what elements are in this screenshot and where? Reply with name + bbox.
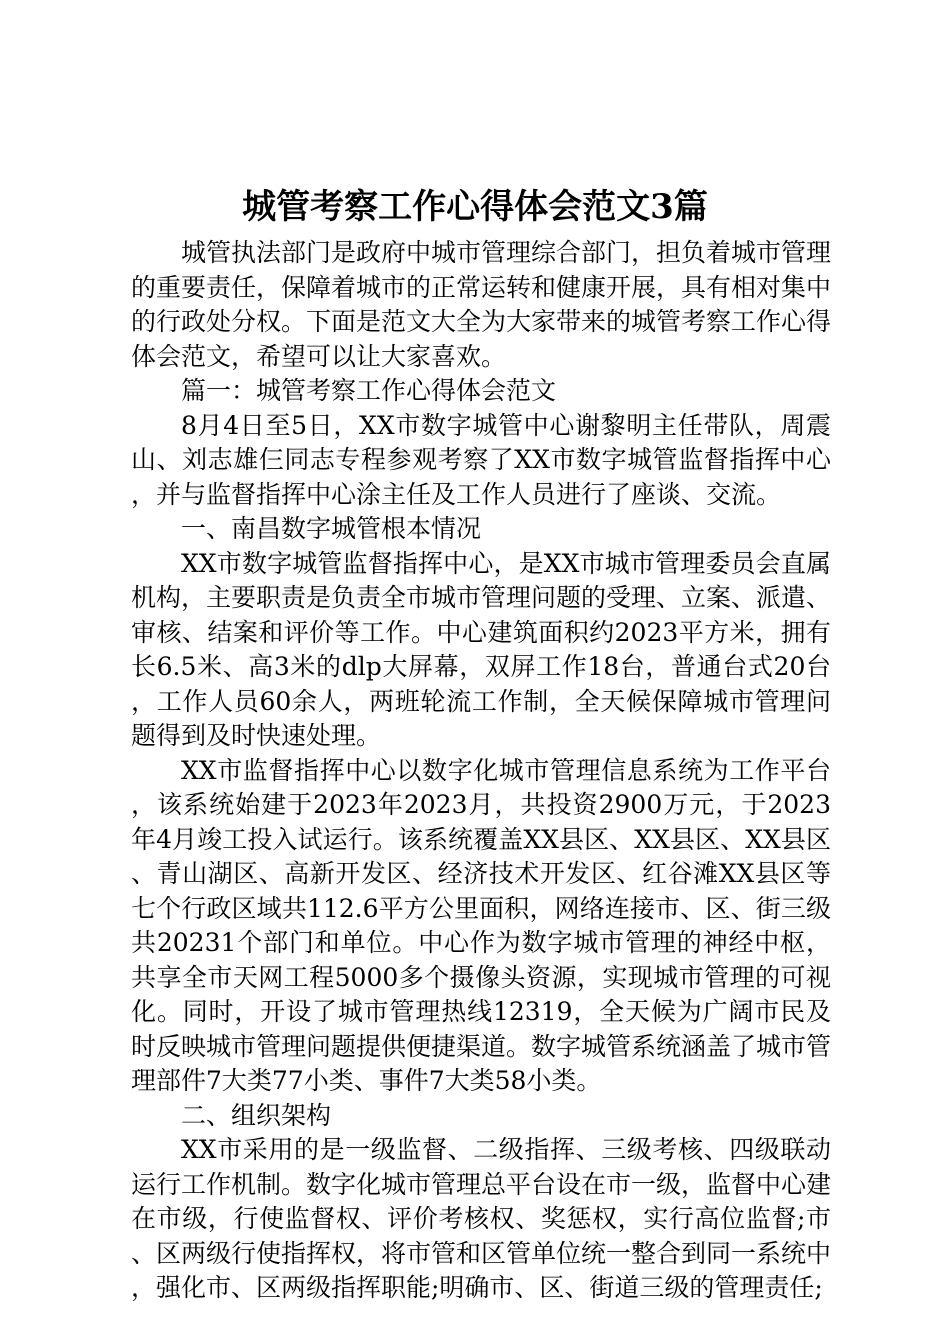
section-heading-basic-info: 一、南昌数字城管根本情况 bbox=[181, 514, 482, 543]
paragraph-center: XX市数字城管监督指挥中心，是XX市城市管理委员会直属机构，主要职责是负责全市城市管理问题的受理、立案、派遣、审核、结案和评价等工作。中心建筑面积约2023平方米，拥有长6.5米、高3米的dlp大屏幕，双屏工作18台，普通台式20台，工作人员60余人，两班轮流工作制，全天候保障城市管理问题得到及时快速处理。 bbox=[131, 548, 832, 750]
paragraph-visit: 8月4日至5日，XX市数字城管中心谢黎明主任带队，周震山、刘志雄仨同志专程参观考察了XX市数字城管监督指挥中心，并与监督指挥中心涂主任及工作人员进行了座谈、交流。 bbox=[131, 410, 831, 509]
paragraph-mechanism: XX市采用的是一级监督、二级指挥、三级考核、四级联动运行工作机制。数字化城市管理总平台设在市一级，监督中心建在市级，行使监督权、评价考核权、奖惩权，实行高位监督;市、区两级行使指挥权，将市管和区管单位统一整合到同一系统中，强化市、区两级指挥职能;明确市、区、街道三级的管理责任; bbox=[131, 1135, 832, 1302]
section-heading-part-one: 篇一：城管考察工作心得体会范文 bbox=[181, 376, 557, 405]
paragraph-system: XX市监督指挥中心以数字化城市管理信息系统为工作平台，该系统始建于2023年2023月，共投资2900万元，于2023年4月竣工投入试运行。该系统覆盖XX县区、XX县区、XX县区、青山湖区、高新开发区、经济技术开发区、红谷滩XX县区等七个行政区域共112.6平方公里面积，网络连接市、区、街三级共20231个部门和单位。中心作为数字城市管理的神经中枢，共享全市天网工程5000多个摄像头资源，实现城市管理的可视化。同时，开设了城市管理热线12319，全天候为广阔市民及时反映城市管理问题提供便捷渠道。数字城管系统涵盖了城市管理部件7大类77小类、事件7大类58小类。 bbox=[131, 755, 832, 1095]
paragraph-intro: 城管执法部门是政府中城市管理综合部门，担负着城市管理的重要责任，保障着城市的正常运转和健康开展，具有相对集中的行政处分权。下面是范文大全为大家带来的城管考察工作心得体会范文，希望可以让大家喜欢。 bbox=[131, 238, 832, 371]
document-title: 城管考察工作心得体会范文3篇 bbox=[242, 187, 708, 227]
document-body bbox=[131, 236, 831, 1306]
section-heading-organization: 二、组织架构 bbox=[181, 1100, 332, 1130]
